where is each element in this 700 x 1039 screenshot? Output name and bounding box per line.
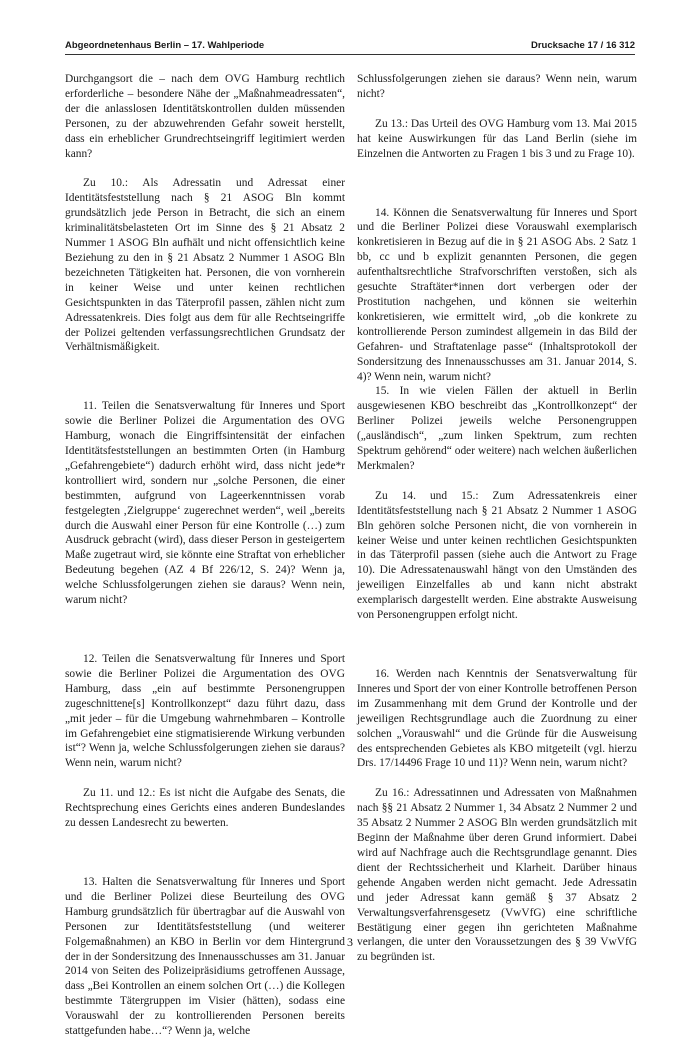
paragraph: Durchgangsort die – nach dem OVG Hamburg rechtlich erforderliche – besondere Nähe der „Maßnahmeadressaten“, der die anlasslosen Identitätskontrollen dulden müssenden Personen, zu der abzuwehrenden Gefahr soweit herstellt, dass ein erheblicher Grundrechtseingriff legitimiert werden kann? — [65, 73, 345, 160]
question-paragraph: 16. Werden nach Kenntnis der Senatsverwaltung für Inneres und Sport der von einer Kontrolle betroffenen Person im Zusammenhang mit dem Grund der Kontrolle und der jeweiligen Rechtsgrundlage auch die Zuordnung zu einer solchen „Vorauswahl“ und die Gründe für die Ausweisung des entsprechenden Gebietes als KBO mitgeteilt (vgl. hierzu Drs. 17/14496 Frage 10 und 11)? Wenn nein, warum nicht? — [357, 668, 637, 770]
question-paragraph: 13. Halten die Senatsverwaltung für Inneres und Sport und die Berliner Polizei diese Beurteilung des OVG Hamburg grundsätzlich für übertragbar auf die Auswahl von Personen zur Identitätsfeststellung (und weiterer Folgemaßnahmen) an KBO in Berlin vor dem Hintergrund der in der Sondersitzung des Innenausschusses am 31. Januar 2014 von Seiten des Polizeipräsidiums getroffenen Aussage, dass „Bei Kontrollen an einem solchen Ort (…) die Kollegen bestimmte Tätergruppen im Visier (hätten), sodass eine Vorauswahl der zu kontrollierenden Personen bereits stattgefunden habe…“? Wenn ja, welche — [65, 875, 345, 1038]
question-paragraph: 12. Teilen die Senatsverwaltung für Inneres und Sport sowie die Berliner Polizei die Argumentation des OVG Hamburg, dass „ein auf bestimmte Personengruppen zugeschnittene[s] Kontrollkonzept“ dazu führt dazu, dass „mit jeder – für die Umgebung wahrnehmbaren – Kontrolle im Gefahrengebiet eine stigmatisierende Wirkung verbunden ist“? Wenn ja, welche Schlussfolgerungen ziehen sie daraus? Wenn nein, warum nicht? — [65, 653, 345, 770]
page-header — [65, 38, 635, 55]
question-paragraph: 11. Teilen die Senatsverwaltung für Inneres und Sport sowie die Berliner Polizei die Argumentation des OVG Hamburg, wonach die Eingriffsintensität der einfachen Identitätsfeststellungen an bestimmten Orten (in Hamburg „Gefahrengebiete“) dadurch erhöht wird, dass nicht jede*r kontrolliert wird, sondern nur „solche Personen, die einer bestimmten, aufgrund von Lageerkenntnissen vorab festgelegten ‚Zielgruppe‘ zugerechnet werden“, weil „bereits durch die Auswahl einer Person für eine Kontrolle (…) zum Ausdruck gebracht (wird), dass dieser Person in gesteigertem Maße zugetraut wird, sie könnte eine Straftat von erheblicher Bedeutung begehen (AZ 4 Bf 226/12, S. 24)? Wenn ja, welche Schlussfolgerungen ziehen sie daraus? Wenn nein, warum nicht? — [65, 400, 345, 607]
answer-paragraph: Zu 16.: Adressatinnen und Adressaten von Maßnahmen nach §§ 21 Absatz 2 Nummer 1, 34 Absatz 2 Nummer 2 und 35 Absatz 2 Nummer 2 ASOG Bln werden grundsätzlich mit Beginn der Maßnahme über deren Grund informiert. Dabei wird auf Nachfrage auch die Rechtsgrundlage genannt. Dies dient der Rechtssicherheit und Klarheit. Darüber hinaus gehende Angaben werden nicht gemacht. Jede Adressatin und jeder Adressat kann gemäß § 37 Absatz 2 Verwaltungsverfahrensgesetz (VwVfG) eine schriftliche Bestätigung einer gegen ihn gerichteten Maßnahme verlangen, die unter den Voraussetzungen des § 39 VwVfG zu begründen ist. — [357, 787, 637, 964]
answer-paragraph: Zu 14. und 15.: Zum Adressatenkreis einer Identitätsfeststellung nach § 21 Absatz 2 Nummer 1 ASOG Bln gehören solche Personen nicht, die von vornherein in keiner Weise und unter keinen rechtlichen Gesichtspunkten in das Täterprofil passen (siehe auch die Antwort zu Frage 10). Die Adressatenauswahl hängt von den Umständen des jeweiligen Einzelfalles ab und kann nicht abstrakt exemplarisch dargestellt werden. Eine abstrakte Ausweisung von Personengruppen erfolgt nicht. — [357, 489, 637, 622]
header-parliament: Abgeordnetenhaus Berlin – 17. Wahlperiode — [65, 40, 265, 51]
page-number: 3 — [347, 935, 353, 949]
paragraph: Schlussfolgerungen ziehen sie daraus? Wenn nein, warum nicht? — [357, 73, 637, 100]
question-paragraph: 14. Können die Senatsverwaltung für Inneres und Sport und die Berliner Polizei diese Vorauswahl exemplarisch konkretisieren in Bezug auf die in § 21 ASOG Abs. 2 Satz 1 bb, cc und b explizit genannten Personen, die gegen aufenthaltsrechtliche Strafvorschriften verstoßen, sich als gesuchte Straftäter*innen dort verbergen oder der Prostitution nachgehen, und können sie weiterhin konkretisieren, wie ermittelt wird, „ob die konkrete zu kontrollierende Person zumindest allgemein in das Bild der Gefahren- und Straftatenlage passe“ (Inhaltsprotokoll der Sondersitzung des Innenausschusses am 31. Januar 2014, S. 4)? Wenn nein, warum nicht? — [357, 206, 637, 383]
right-column — [357, 72, 637, 965]
left-column — [65, 72, 345, 1039]
answer-paragraph: Zu 10.: Als Adressatin und Adressat einer Identitätsfeststellung nach § 21 ASOG Bln kommt grundsätzlich jede Person in Betracht, die sich an einem kriminalitätsbelasteten Ort im Sinne des § 21 Absatz 2 Nummer 1 ASOG Bln aufhält und nicht offensichtlich keine Beziehung zu den in § 21 Absatz 2 Nummer 1 ASOG Bln bezeichneten Tätigkeiten hat. Personen, die von vornherein in keiner Weise und unter keinen rechtlichen Gesichtspunkten in das Täterprofil passen, zählen nicht zum Adressatenkreis. Dies folgt aus dem für alle Rechtseingriffe der Polizei geltenden verfassungsrechtlichen Grundsatz der Verhältnismäßigkeit. — [65, 177, 345, 354]
answer-paragraph: Zu 13.: Das Urteil des OVG Hamburg vom 13. Mai 2015 hat keine Auswirkungen für das Land Berlin (siehe im Einzelnen die Antworten zu Fragen 1 bis 3 und zu Frage 10). — [357, 117, 637, 160]
header-document-number: Drucksache 17 / 16 312 — [530, 40, 635, 51]
answer-paragraph: Zu 11. und 12.: Es ist nicht die Aufgabe des Senats, die Rechtsprechung eines Gerichts eines anderen Bundeslandes zu dessen Landesrecht zu bewerten. — [65, 787, 345, 830]
question-paragraph: 15. In wie vielen Fällen der aktuell in Berlin ausgewiesenen KBO beschreibt das „Kontrollkonzept“ der Berliner Polizei jeweils welche Personengruppen („ausländisch“, „zum linken Spektrum, zum rechten Spektrum gehörend“ oder weitere) nach welchen äußerlichen Merkmalen? — [357, 385, 637, 472]
